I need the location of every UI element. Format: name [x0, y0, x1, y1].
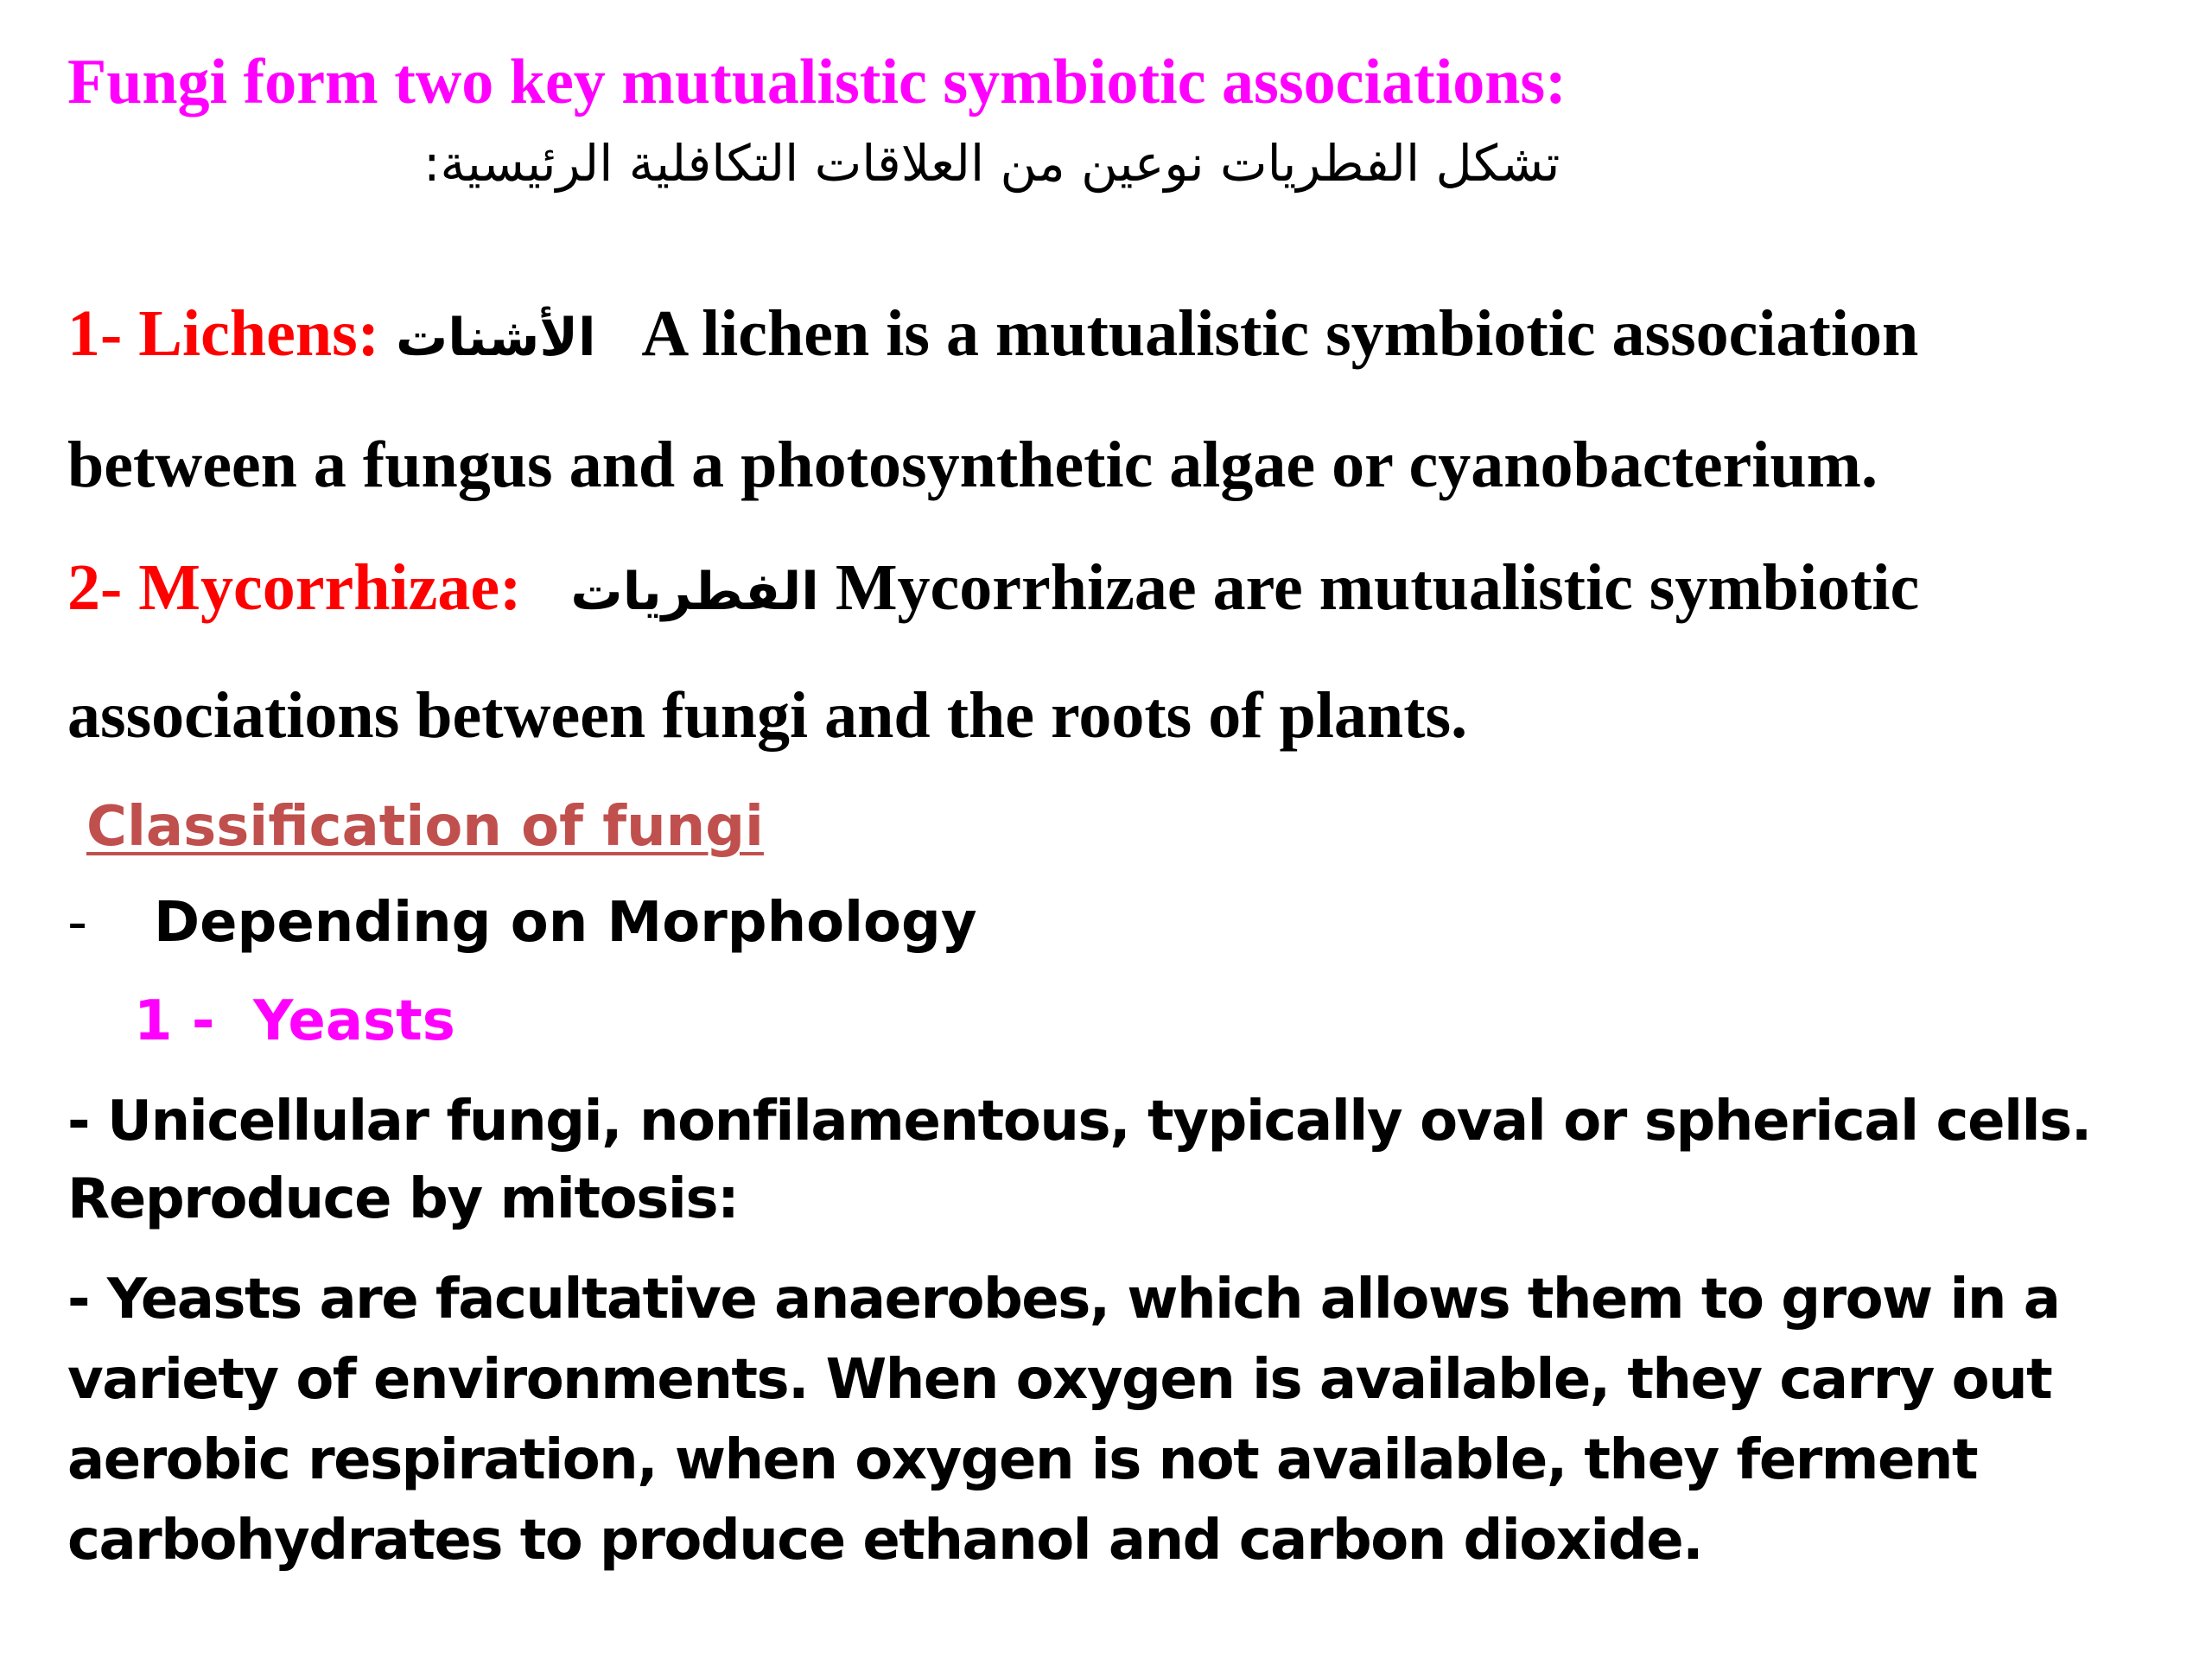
- morphology-line: [67, 891, 977, 955]
- facultative-line-2: variety of environments. When oxygen is available, they carry out: [67, 1348, 2052, 1412]
- bullet-dash: -: [67, 891, 88, 955]
- mycorrhizae-text-line-1: Mycorrhizae are mutualistic symbiotic: [835, 551, 1920, 624]
- slide-title: Fungi form two key mutualistic symbiotic associations:: [67, 47, 1567, 118]
- mycorrhizae-paragraph-line-1: [67, 551, 1920, 624]
- mycorrhizae-label: 2- Mycorrhizae:: [67, 551, 522, 624]
- mycorrhizae-label-arabic: الفطريات: [570, 562, 819, 622]
- unicellular-line: - Unicellular fungi, nonfilamentous, typically oval or spherical cells.: [67, 1090, 2091, 1154]
- classification-heading: Classification of fungi: [86, 795, 764, 859]
- slide-title-arabic: تشكل الفطريات نوعين من العلاقات التكافلية الرئيسية:: [423, 134, 1560, 193]
- reproduce-line: Reproduce by mitosis:: [67, 1167, 739, 1231]
- lichens-text-line-1: A lichen is a mutualistic symbiotic association: [641, 297, 1919, 370]
- facultative-line-4: carbohydrates to produce ethanol and carbon dioxide.: [67, 1509, 1702, 1573]
- lichens-label: 1- Lichens:: [67, 297, 379, 370]
- morphology-subheading: Depending on Morphology: [154, 891, 977, 955]
- mycorrhizae-text-line-2: associations between fungi and the roots of plants.: [67, 679, 1468, 752]
- facultative-line-1: - Yeasts are facultative anaerobes, which allows them to grow in a: [67, 1268, 2060, 1332]
- lichens-label-arabic: الأشنات: [396, 308, 596, 368]
- yeasts-label: 1 - Yeasts: [134, 989, 455, 1053]
- lichens-paragraph-line-1: [67, 297, 1919, 370]
- facultative-line-3: aerobic respiration, when oxygen is not available, they ferment: [67, 1428, 1978, 1492]
- lichens-text-line-2: between a fungus and a photosynthetic algae or cyanobacterium.: [67, 429, 1878, 501]
